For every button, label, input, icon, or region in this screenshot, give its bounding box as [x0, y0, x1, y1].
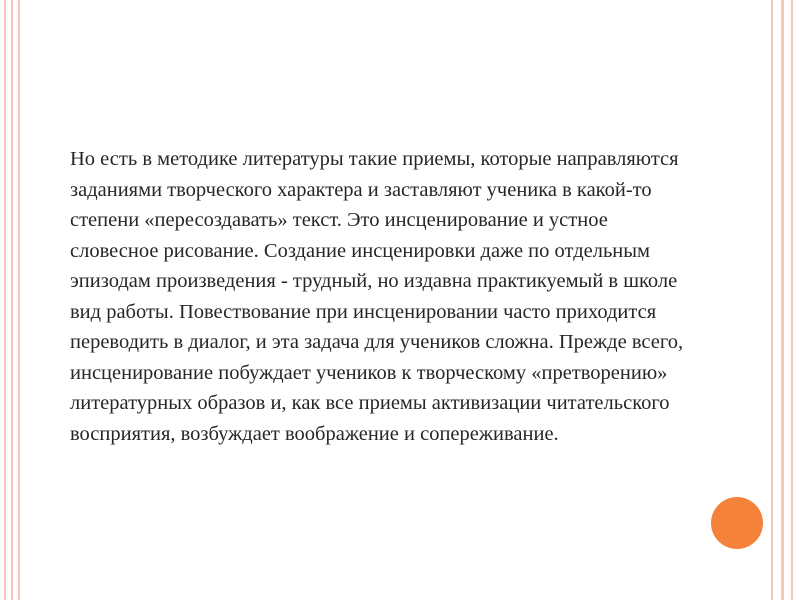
bullet-icon [44, 144, 70, 146]
slide-content [44, 144, 684, 449]
orange-circle-decoration [711, 497, 763, 549]
left-decorative-line [11, 0, 13, 600]
right-decorative-line [781, 0, 784, 600]
bullet-paragraph: Но есть в методике литературы такие приемы, которые направляются заданиями творческого характера и заставляют ученика в какой-то степени «пересоздавать» текст. Это инсценирование и устное словесное рисование. Создание инсценировки даже по отдельным эпизодам произведения - трудный, но издавна практикуемый в школе вид работы. Повествование при инсценировании часто приходится переводить в диалог, и эта задача для учеников сложна. Прежде всего, инсценирование побуждает учеников к творческому «претворению» литературных образов и, как все приемы активизации читательского восприятия, возбуждает воображение и сопереживание. [70, 148, 684, 445]
bullet-item [44, 144, 684, 449]
